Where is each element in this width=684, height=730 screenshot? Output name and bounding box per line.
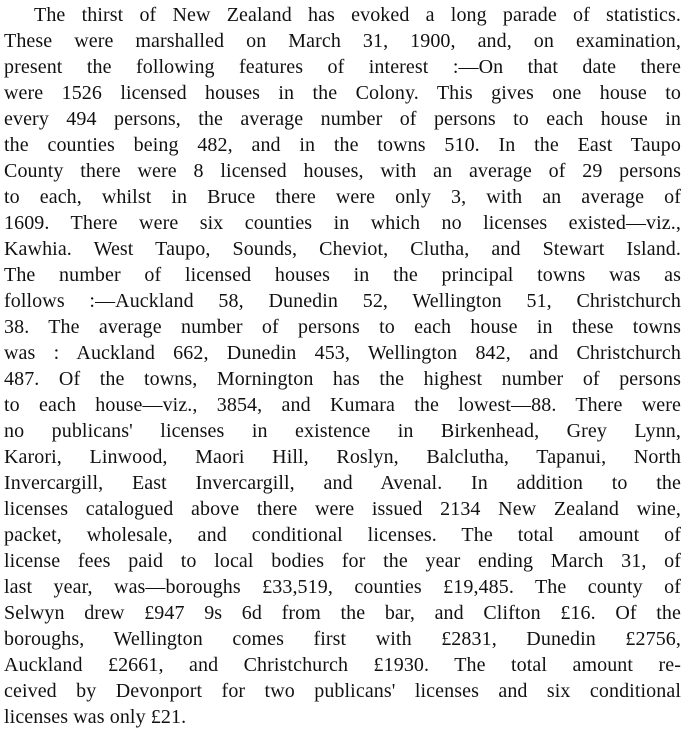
article-line-28: licenses was only £21.: [4, 706, 187, 728]
article-line-20: licenses catalogued above there were issued 2134 New Zealand wine,: [4, 498, 681, 520]
article-line-12: follows :—Auckland 58, Dunedin 52, Wellington 51, Christchurch: [4, 290, 681, 312]
article-line-27: ceived by Devonport for two publicans' licenses and six conditional: [4, 680, 681, 702]
article-line-19: Invercargill, East Invercargill, and Avenal. In addition to the: [4, 472, 681, 494]
article-line-8: to each, whilst in Bruce there were only 3, with an average of: [4, 186, 681, 208]
article-line-24: Selwyn drew £947 9s 6d from the bar, and Clifton £16. Of the: [4, 602, 681, 624]
article-line-14: was : Auckland 662, Dunedin 453, Wellington 842, and Christchurch: [4, 342, 681, 364]
article-line-15: 487. Of the towns, Mornington has the highest number of persons: [4, 368, 681, 390]
article-line-4: were 1526 licensed houses in the Colony. This gives one house to: [4, 82, 681, 104]
article-line-11: The number of licensed houses in the principal towns was as: [4, 264, 681, 286]
article-line-10: Kawhia. West Taupo, Sounds, Cheviot, Clutha, and Stewart Island.: [4, 238, 681, 260]
article-line-25: boroughs, Wellington comes first with £2831, Dunedin £2756,: [4, 628, 681, 650]
article-line-16: to each house—viz., 3854, and Kumara the lowest—88. There were: [4, 394, 681, 416]
article-line-3: present the following features of interest :—On that date there: [4, 56, 681, 78]
article-line-23: last year, was—boroughs £33,519, counties £19,485. The county of: [4, 576, 681, 598]
article-line-1: The thirst of New Zealand has evoked a long parade of statistics.: [34, 4, 681, 26]
article-line-7: County there were 8 licensed houses, with an average of 29 persons: [4, 160, 681, 182]
article-line-6: the counties being 482, and in the towns 510. In the East Taupo: [4, 134, 681, 156]
article-line-22: license fees paid to local bodies for the year ending March 31, of: [4, 550, 681, 572]
article-line-13: 38. The average number of persons to each house in these towns: [4, 316, 681, 338]
article-line-17: no publicans' licenses in existence in Birkenhead, Grey Lynn,: [4, 420, 681, 442]
article-line-9: 1609. There were six counties in which no licenses existed—viz.,: [4, 212, 681, 234]
article-line-2: These were marshalled on March 31, 1900, and, on examination,: [4, 30, 681, 52]
article-line-18: Karori, Linwood, Maori Hill, Roslyn, Balclutha, Tapanui, North: [4, 446, 681, 468]
article-line-21: packet, wholesale, and conditional licenses. The total amount of: [4, 524, 681, 546]
article-line-5: every 494 persons, the average number of persons to each house in: [4, 108, 681, 130]
article-line-26: Auckland £2661, and Christchurch £1930. The total amount re-: [4, 654, 681, 676]
